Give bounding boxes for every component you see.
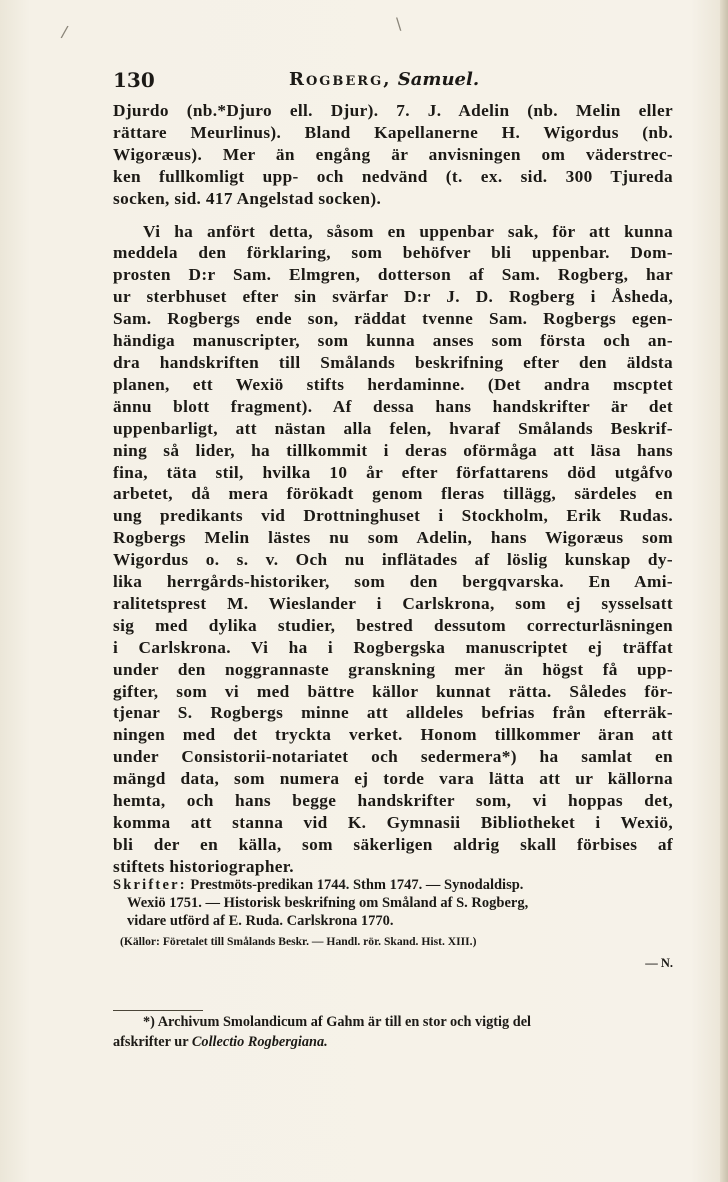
text-line: socken, sid. 417 Angelstad socken). — [113, 188, 382, 208]
text-line: under Consistorii-notariatet och sedermera*) ha samlat en — [113, 747, 673, 767]
pencil-mark: / — [60, 21, 70, 42]
footnote-italic-title: Collectio Rogbergiana. — [191, 1034, 328, 1050]
text-line: Rogbergs Melin lästes nu som Adelin, hans Wigoræus som — [113, 528, 673, 548]
text-line: arbetet, då mera förökadt genom fleras tillägg, särdeles en — [113, 484, 673, 504]
page-edge — [720, 0, 728, 1182]
writings-line: Wexiö 1751. — Historisk beskrifning om Småland af S. Rogberg, — [127, 895, 529, 911]
text-line: hemta, och hans begge handskrifter som, vi hoppas det, — [113, 791, 673, 811]
writings-section — [113, 876, 673, 930]
author-signature: — N. — [645, 956, 673, 970]
text-line: planen, ett Wexiö stifts herdaminne. (Det andra mscptet — [113, 374, 673, 394]
text-line: händiga manuscripter, som kunna anses som första och an- — [113, 331, 673, 351]
writings-line — [113, 876, 673, 894]
text-line: tjenar S. Rogbergs minne att alldeles befrias från efterräk- — [113, 703, 673, 723]
text-line: mängd data, som numera ej torde vara lätta att ur källorna — [113, 769, 673, 789]
footnote — [113, 1012, 673, 1052]
body-text — [113, 100, 673, 878]
sources-note: (Källor: Företalet till Smålands Beskr. — Handl. rör. Skand. Hist. XIII.) — [120, 935, 477, 948]
footnote-line — [113, 1032, 673, 1052]
text-line: rättare Meurlinus). Bland Kapellanerne H. Wigordus (nb. — [113, 122, 673, 142]
text-line: Wigordus o. s. v. Och nu inflätades af löslig kunskap dy- — [113, 550, 673, 570]
text-line: ännu blott fragment). Af dessa hans handskrifter är det — [113, 396, 673, 416]
text-line: Sam. Rogbergs ende son, räddat tvenne Sam. Rogbergs egen- — [113, 309, 673, 329]
text-line: ken fullkomligt upp- och nedvänd (t. ex. sid. 300 Tjureda — [113, 166, 673, 186]
text-line: dra handskriften till Smålands beskrifning efter den äldsta — [113, 352, 673, 372]
text-line: stiftets historiographer. — [113, 856, 294, 876]
footnote-rule — [113, 1010, 203, 1011]
paragraph-break — [113, 210, 673, 221]
page-number: 130 — [113, 68, 155, 92]
pencil-mark: \ — [396, 14, 402, 33]
running-head-given-name: Samuel. — [397, 69, 480, 90]
writings-line: vidare utförd af E. Ruda. Carlskrona 1770. — [127, 913, 394, 929]
text-line: i Carlskrona. Vi ha i Rogbergska manuscriptet ej träffat — [113, 637, 673, 657]
text-line: lika herrgårds-historiker, som den bergqvarska. En Ami- — [113, 572, 673, 592]
text-line: komma att stanna vid K. Gymnasii Bibliotheket i Wexiö, — [113, 813, 673, 832]
text-line: Wigoræus). Mer än engång är anvisningen om väderstrec- — [113, 144, 673, 164]
text-line: gifter, som vi med bättre källor kunnat rätta. Således för- — [113, 681, 673, 701]
text-line: ning så lider, ha tillkommit i deras oförmåga att läsa hans — [113, 440, 673, 460]
writings-label: Skrifter: — [113, 877, 187, 893]
text-line: Vi ha anfört detta, såsom en uppenbar sak, för att kunna — [143, 221, 673, 241]
running-head — [289, 69, 479, 90]
footnote-line: *) Archivum Smolandicum af Gahm är till en stor och vigtig del — [143, 1014, 532, 1030]
writings-text: Prestmöts-predikan 1744. Sthm 1747. — Synodaldisp. — [186, 877, 524, 893]
text-line: ung predikants vid Drottninghuset i Stockholm, Erik Rudas. — [113, 506, 673, 526]
text-line: fina, täta stil, hvilka 10 år efter författarens död utgåfvo — [113, 462, 673, 482]
text-line: Djurdo (nb.*Djuro ell. Djur). 7. J. Adelin (nb. Melin eller — [113, 101, 673, 120]
text-line: ralitetsprest M. Wieslander i Carlskrona, som ej sysselsatt — [113, 593, 673, 613]
running-head-surname: Rogberg, — [289, 69, 392, 90]
text-line: ningen med det tryckta verket. Honom tillkommer äran att — [113, 725, 673, 745]
text-line: sig med dylika studier, bestred dessutom correcturläsningen — [113, 615, 673, 635]
text-line: bli der en källa, som säkerligen aldrig skall förbises af — [113, 834, 673, 854]
text-line: prosten D:r Sam. Elmgren, dotterson af Sam. Rogberg, har — [113, 265, 673, 285]
text-line: under den noggrannaste granskning mer än högst få upp- — [113, 659, 673, 679]
text-line: ur sterbhuset efter sin svärfar D:r J. D. Rogberg i Åsheda, — [113, 287, 673, 307]
text-line: uppenbarligt, att nästan alla felen, hvaraf Smålands Beskrif- — [113, 418, 673, 438]
text-line: meddela den förklaring, som behöfver bli uppenbar. Dom- — [113, 243, 673, 263]
page-header — [113, 68, 673, 98]
footnote-text: afskrifter ur — [113, 1034, 192, 1050]
